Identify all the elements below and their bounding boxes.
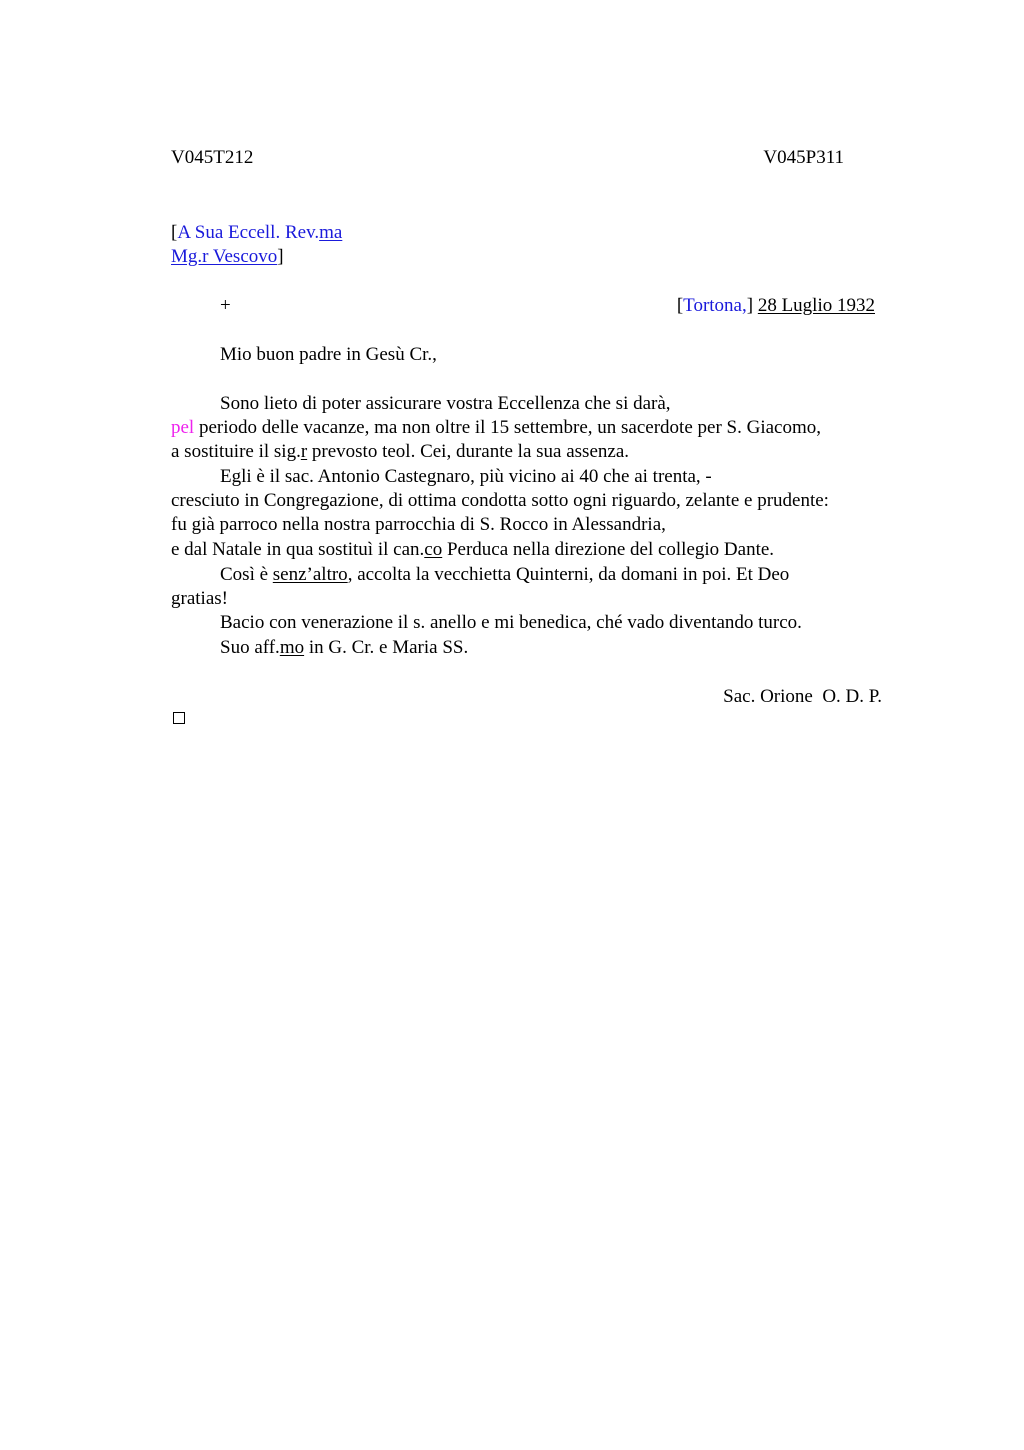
body-line: Egli è il sac. Antonio Castegnaro, più vicino ai 40 che ai trenta, -: [220, 466, 712, 487]
signature: Sac. Orione O. D. P.: [723, 686, 882, 707]
address-open-bracket: [: [171, 222, 178, 243]
body-line: [171, 538, 774, 562]
body-text: Perduca nella direzione del collegio Dante.: [442, 539, 775, 560]
body-line: Sono lieto di poter assicurare vostra Eccellenza che si darà,: [220, 393, 671, 414]
body-line: [171, 416, 821, 440]
body-text: prevosto teol. Cei, durante la sua assenza.: [307, 441, 629, 462]
body-text: a sostituire il sig.: [171, 441, 301, 462]
end-of-document-square-icon: [173, 712, 185, 724]
body-line: [171, 440, 629, 464]
body-line: [220, 563, 789, 587]
body-text: , accolta la vecchietta Quinterni, da domani in poi. Et Deo: [347, 564, 790, 585]
address-title: Mg.r Vescovo: [171, 246, 278, 267]
body-text: e dal Natale in qua sostituì il can.: [171, 539, 425, 560]
body-text: in G. Cr. e Maria SS.: [304, 637, 469, 658]
body-text: periodo delle vacanze, ma non oltre il 15 settembre, un sacerdote per S. Giacomo,: [194, 417, 821, 438]
address-line-2: [171, 245, 284, 269]
cross-mark: +: [220, 295, 231, 316]
address-line-1: [171, 221, 342, 245]
body-line: cresciuto in Congregazione, di ottima condotta sotto ogni riguardo, zelante e prudente:: [171, 490, 829, 511]
highlighted-word: pel: [171, 417, 195, 438]
address-abbrev: ma: [319, 222, 343, 243]
abbreviation: r: [300, 441, 308, 462]
body-text: Così è: [220, 564, 273, 585]
body-text: Suo aff.: [220, 637, 280, 658]
document-code-left: V045T212: [171, 147, 254, 168]
closing-line: [220, 636, 468, 660]
address-close-bracket: ]: [277, 246, 284, 267]
place-name: Tortona,: [683, 295, 747, 316]
dateline: [677, 294, 875, 318]
document-code-right: V045P311: [763, 147, 844, 168]
place-close-bracket: ]: [746, 295, 754, 316]
underlined-word: senz’altro: [272, 564, 348, 585]
body-line: gratias!: [171, 588, 228, 609]
abbreviation: co: [424, 539, 443, 560]
body-line: Bacio con venerazione il s. anello e mi benedica, ché vado diventando turco.: [220, 612, 802, 633]
body-line: fu già parroco nella nostra parrocchia di S. Rocco in Alessandria,: [171, 514, 666, 535]
address-recipient: A Sua Eccell. Rev.: [177, 222, 320, 243]
salutation: Mio buon padre in Gesù Cr.,: [220, 344, 437, 365]
place-open-bracket: [: [676, 295, 684, 316]
abbreviation: mo: [279, 637, 305, 658]
letter-date: 28 Luglio 1932: [757, 295, 875, 316]
